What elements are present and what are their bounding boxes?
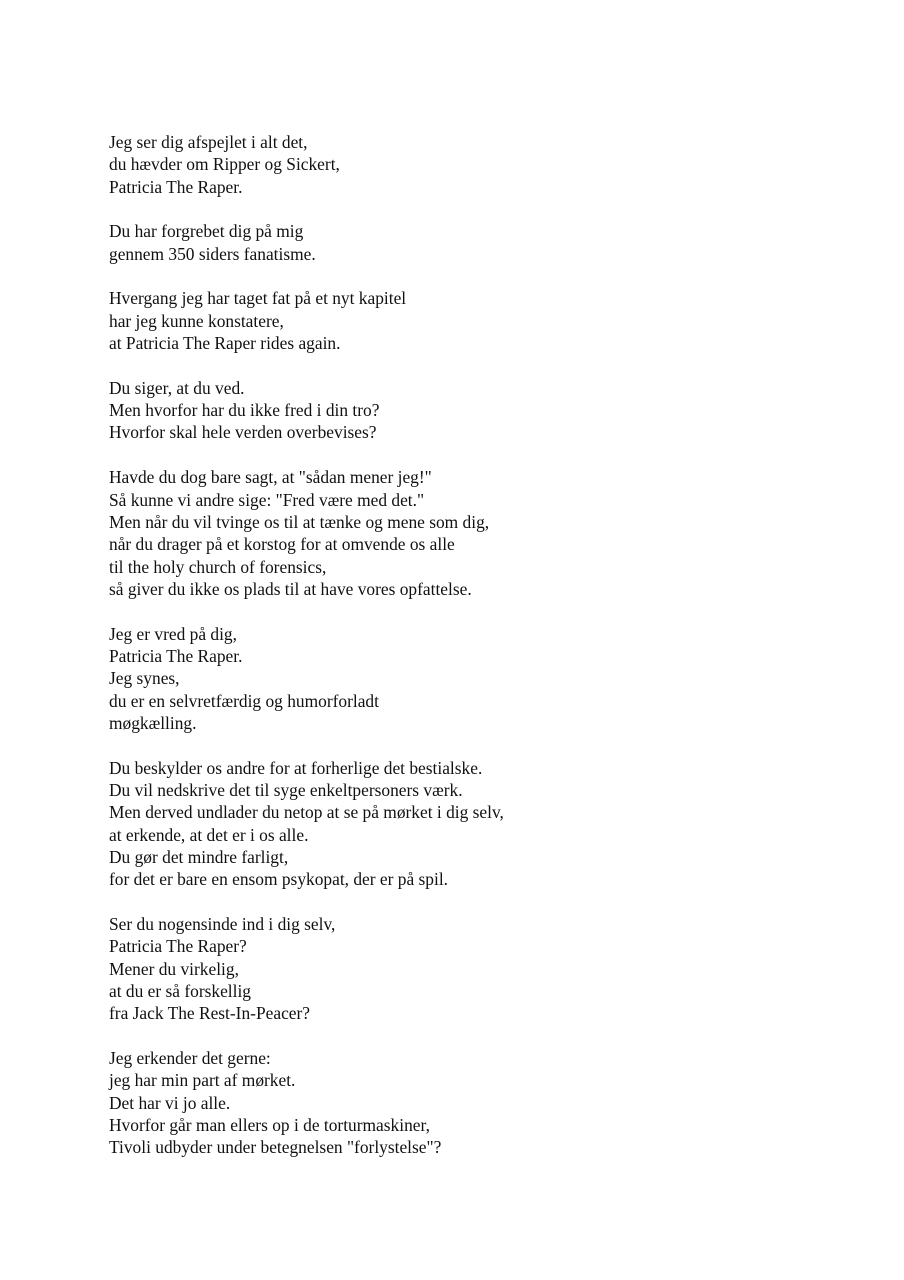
poem-line: Men når du vil tvinge os til at tænke og mene som dig, (109, 511, 490, 532)
poem-line: Tivoli udbyder under betegnelsen "forlystelse"? (109, 1137, 442, 1158)
poem-line: Det har vi jo alle. (109, 1092, 231, 1113)
poem-line: du er en selvretfærdig og humorforladt (109, 690, 379, 711)
poem-line: Du har forgrebet dig på mig (109, 221, 304, 242)
poem-line: at Patricia The Raper rides again. (109, 333, 341, 354)
poem-line: Jeg er vred på dig, (109, 623, 237, 644)
poem-stanza (109, 220, 869, 265)
poem-line: Ser du nogensinde ind i dig selv, (109, 914, 336, 935)
poem-line: Patricia The Raper. (109, 645, 243, 666)
poem-line: du hævder om Ripper og Sickert, (109, 154, 340, 175)
poem-line: Du siger, at du ved. (109, 377, 245, 398)
poem-line: Jeg ser dig afspejlet i alt det, (109, 132, 308, 152)
poem-stanza (109, 757, 869, 891)
poem-stanza (109, 913, 869, 1025)
poem-line: Jeg erkender det gerne: (109, 1048, 271, 1069)
poem-line: at du er så forskellig (109, 981, 251, 1002)
poem-line: Havde du dog bare sagt, at "sådan mener jeg!" (109, 467, 432, 488)
poem-line: fra Jack The Rest-In-Peacer? (109, 1003, 311, 1024)
poem-line: har jeg kunne konstatere, (109, 310, 284, 331)
poem-line: at erkende, at det er i os alle. (109, 824, 309, 845)
poem-stanza (109, 287, 869, 354)
poem-stanza (109, 1047, 869, 1159)
poem-line: Patricia The Raper? (109, 936, 247, 957)
poem-stanza (109, 131, 869, 198)
poem-line: så giver du ikke os plads til at have vores opfattelse. (109, 578, 472, 599)
poem-line: Du vil nedskrive det til syge enkeltpersoners værk. (109, 779, 463, 800)
poem-stanza (109, 377, 869, 444)
poem-stanza (109, 466, 869, 600)
poem-line: Patricia The Raper. (109, 176, 243, 197)
poem-line: Så kunne vi andre sige: "Fred være med det." (109, 489, 425, 510)
poem-line: Hvorfor skal hele verden overbevises? (109, 422, 377, 443)
poem-line: Hvergang jeg har taget fat på et nyt kapitel (109, 288, 407, 309)
poem-line: Mener du virkelig, (109, 958, 239, 979)
poem-line: for det er bare en ensom psykopat, der er på spil. (109, 869, 448, 890)
poem-line: Men hvorfor har du ikke fred i din tro? (109, 400, 380, 421)
poem-line: til the holy church of forensics, (109, 556, 327, 577)
poem-line: møgkælling. (109, 712, 197, 733)
poem-line: Hvorfor går man ellers op i de torturmaskiner, (109, 1115, 430, 1136)
poem-line: når du drager på et korstog for at omvende os alle (109, 534, 455, 555)
poem-line: Men derved undlader du netop at se på mørket i dig selv, (109, 802, 504, 823)
poem-line: gennem 350 siders fanatisme. (109, 243, 316, 264)
poem-line: jeg har min part af mørket. (109, 1070, 296, 1091)
poem-stanza (109, 623, 869, 735)
poem-line: Jeg synes, (109, 668, 180, 689)
poem-body (109, 131, 869, 1181)
poem-line: Du gør det mindre farligt, (109, 847, 289, 867)
poem-line: Du beskylder os andre for at forherlige det bestialske. (109, 757, 483, 778)
